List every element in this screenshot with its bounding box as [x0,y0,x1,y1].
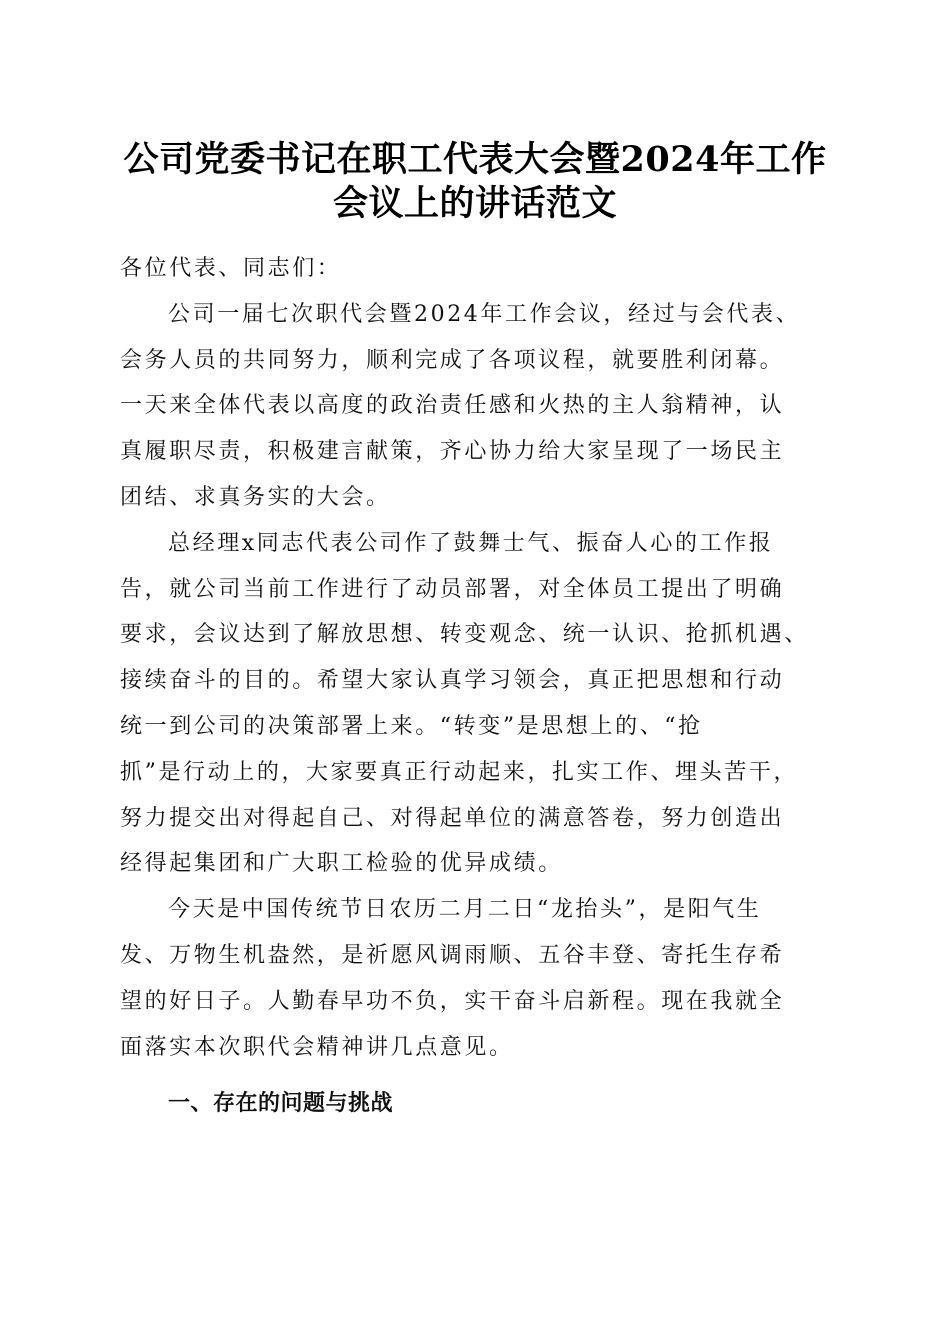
paragraph-3-line-3: 望的好日子。人勤春早功不负，实干奋斗启新程。现在我就全 [120,988,785,1014]
paragraph-2-line-5: 统一到公司的决策部署上来。“转变”是思想上的、“抢 [120,713,703,739]
paragraph-3-line-2: 发、万物生机盎然，是祈愿风调雨顺、五谷丰登、寄托生存希 [120,942,785,968]
paragraph-2-line-6: 抓”是行动上的，大家要真正行动起来，扎实工作、埋头苦干， [120,759,799,785]
paragraph-1-line-3: 一天来全体代表以高度的政治责任感和火热的主人翁精神，认 [120,393,785,419]
paragraph-1-line-5: 团结、求真务实的大会。 [120,484,391,510]
paragraph-2-line-3: 要求，会议达到了解放思想、转变观念、统一认识、抢抓机遇、 [120,622,809,648]
document-title-line-2: 会议上的讲话范文 [332,183,617,224]
paragraph-3-line-4: 面落实本次职代会精神讲几点意见。 [120,1034,514,1060]
paragraph-2-line-2: 告，就公司当前工作进行了动员部署，对全体员工提出了明确 [120,576,785,602]
paragraph-1-line-2: 会务人员的共同努力，顺利完成了各项议程，就要胜利闭幕。 [120,347,785,373]
paragraph-2-line-8: 经得起集团和广大职工检验的优异成绩。 [120,851,563,877]
paragraph-1-line-1: 公司一届七次职代会暨2024年工作会议，经过与会代表、 [168,301,801,327]
document-title-line-1: 公司党委书记在职工代表大会暨2024年工作 [123,139,827,180]
paragraph-3-line-1: 今天是中国传统节日农历二月二日“龙抬头”，是阳气生 [168,897,762,923]
paragraph-1-line-4: 真履职尽责，积极建言献策，齐心协力给大家呈现了一场民主 [120,439,785,465]
document-body [120,246,832,1070]
section-heading: 一、存在的问题与挑战 [168,1091,394,1116]
paragraph-2-line-1: 总经理x同志代表公司作了鼓舞士气、振奋人心的工作报 [168,530,774,556]
paragraph-2-line-4: 接续奋斗的目的。希望大家认真学习领会，真正把思想和行动 [120,668,785,694]
paragraph-2-line-7: 努力提交出对得起自己、对得起单位的满意答卷，努力创造出 [120,805,785,831]
salutation: 各位代表、同志们： [120,256,342,281]
